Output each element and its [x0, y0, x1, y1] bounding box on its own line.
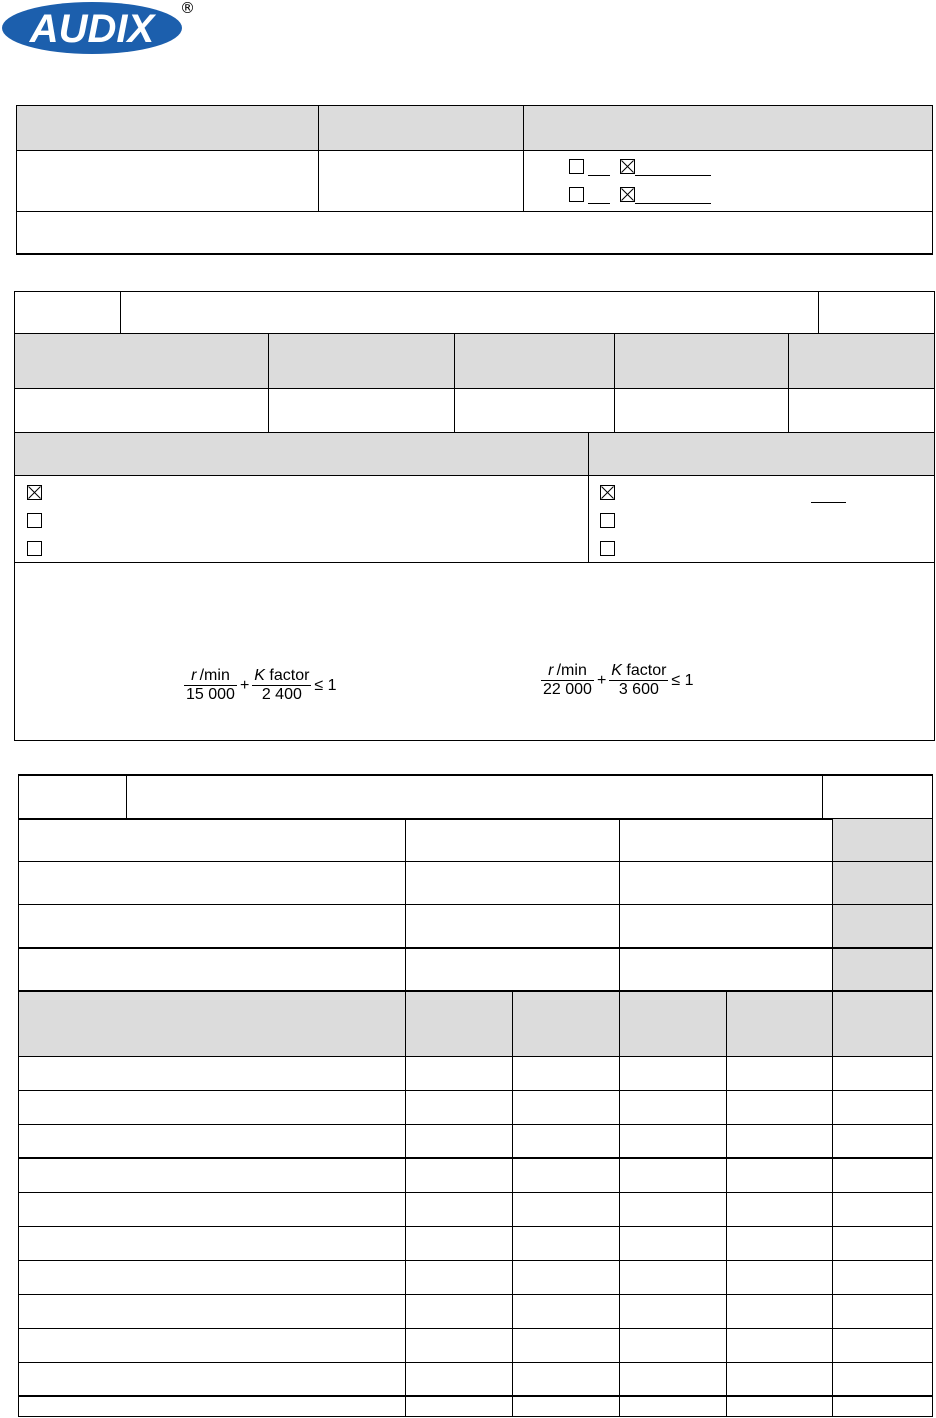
- results-header-cell: [727, 991, 833, 1056]
- param-value-5: [789, 389, 935, 433]
- clause-verdict-cell: [823, 775, 933, 819]
- param-value-2: [269, 389, 455, 433]
- info-value-cell-1: [17, 151, 319, 212]
- clause-number-cell: [15, 292, 121, 334]
- audix-logo: [0, 0, 200, 60]
- table-row: [19, 1260, 933, 1294]
- options-left-cell: [15, 476, 589, 563]
- checkbox[interactable]: [600, 541, 615, 556]
- param-header-1: [15, 334, 269, 389]
- info-shaded-cell: [833, 862, 933, 905]
- results-header-cell: [833, 991, 933, 1056]
- speed-k-factor-formula-right: $\frac{r /\min}{22 000}$ + $\frac{\text{K factor}}{3 600}$ ≤ 1: [543, 662, 694, 698]
- table-row: [19, 1056, 933, 1090]
- param-header-3: [455, 334, 615, 389]
- info-value-cell: [406, 862, 620, 905]
- info-value-cell: [406, 905, 620, 948]
- clause-title-cell: [121, 292, 819, 334]
- checkbox[interactable]: [27, 541, 42, 556]
- info-label-cell: [19, 862, 406, 905]
- info-header-cell-3: [524, 106, 933, 151]
- param-value-4: [615, 389, 789, 433]
- results-header-cell: [19, 991, 406, 1056]
- clause-number-cell: [19, 775, 127, 819]
- measurement-results-table: [18, 990, 933, 1417]
- info-checkbox-row-1: [569, 158, 711, 176]
- info-label-cell: [19, 905, 406, 948]
- formula-cell: [15, 563, 935, 741]
- checkbox-checked[interactable]: [620, 187, 635, 202]
- info-remarks-cell: [17, 212, 933, 254]
- table-row: [19, 1158, 933, 1192]
- clause-1-options-table: [14, 432, 935, 741]
- blank-underline: [811, 502, 846, 503]
- clause-1-param-table: [14, 333, 935, 433]
- registered-mark: ®: [180, 0, 195, 17]
- results-header-cell: [620, 991, 727, 1056]
- speed-k-factor-formula-left: $\frac{r /\min}{15 000}$ + $\frac{\text{K factor}}{2 400}$ ≤ 1: [186, 667, 337, 703]
- info-table: [16, 105, 933, 255]
- options-header-right: [589, 433, 935, 476]
- options-right-cell: [589, 476, 935, 563]
- info-value-cell: [406, 948, 620, 991]
- info-label-cell: [19, 819, 406, 862]
- clause-verdict-cell: [819, 292, 935, 334]
- table-row: [19, 1362, 933, 1396]
- table-row: [19, 1294, 933, 1328]
- param-value-3: [455, 389, 615, 433]
- param-header-5: [789, 334, 935, 389]
- clause-table-1: [14, 291, 935, 334]
- results-header-cell: [513, 991, 620, 1056]
- param-header-4: [615, 334, 789, 389]
- info-checkbox-row-2: [569, 186, 711, 204]
- info-value-cell: [620, 819, 833, 862]
- info-value-cell: [406, 819, 620, 862]
- checkbox[interactable]: [569, 159, 584, 174]
- table-row: [19, 1328, 933, 1362]
- table-row: [19, 1124, 933, 1158]
- info-shaded-cell: [833, 905, 933, 948]
- measurement-info-table: [18, 818, 933, 991]
- clause-title-cell: [127, 775, 823, 819]
- table-row: [19, 1090, 933, 1124]
- info-value-cell: [620, 862, 833, 905]
- table-row: [19, 1192, 933, 1226]
- info-shaded-cell: [833, 948, 933, 991]
- table-row: [19, 1226, 933, 1260]
- info-value-cell-2: [319, 151, 524, 212]
- info-header-cell-2: [319, 106, 524, 151]
- info-shaded-cell: [833, 819, 933, 862]
- clause-table-2: [18, 774, 933, 820]
- checkbox[interactable]: [27, 513, 42, 528]
- checkbox-checked[interactable]: [27, 485, 42, 500]
- table-row: [19, 1396, 933, 1416]
- options-header-left: [15, 433, 589, 476]
- checkbox-checked[interactable]: [600, 485, 615, 500]
- checkbox[interactable]: [569, 187, 584, 202]
- info-header-cell-1: [17, 106, 319, 151]
- checkbox[interactable]: [600, 513, 615, 528]
- logo-text: AUDIX: [29, 7, 155, 51]
- info-value-cell: [620, 905, 833, 948]
- param-value-1: [15, 389, 269, 433]
- info-label-cell: [19, 948, 406, 991]
- checkbox-checked[interactable]: [620, 159, 635, 174]
- param-header-2: [269, 334, 455, 389]
- results-header-cell: [406, 991, 513, 1056]
- info-value-cell: [620, 948, 833, 991]
